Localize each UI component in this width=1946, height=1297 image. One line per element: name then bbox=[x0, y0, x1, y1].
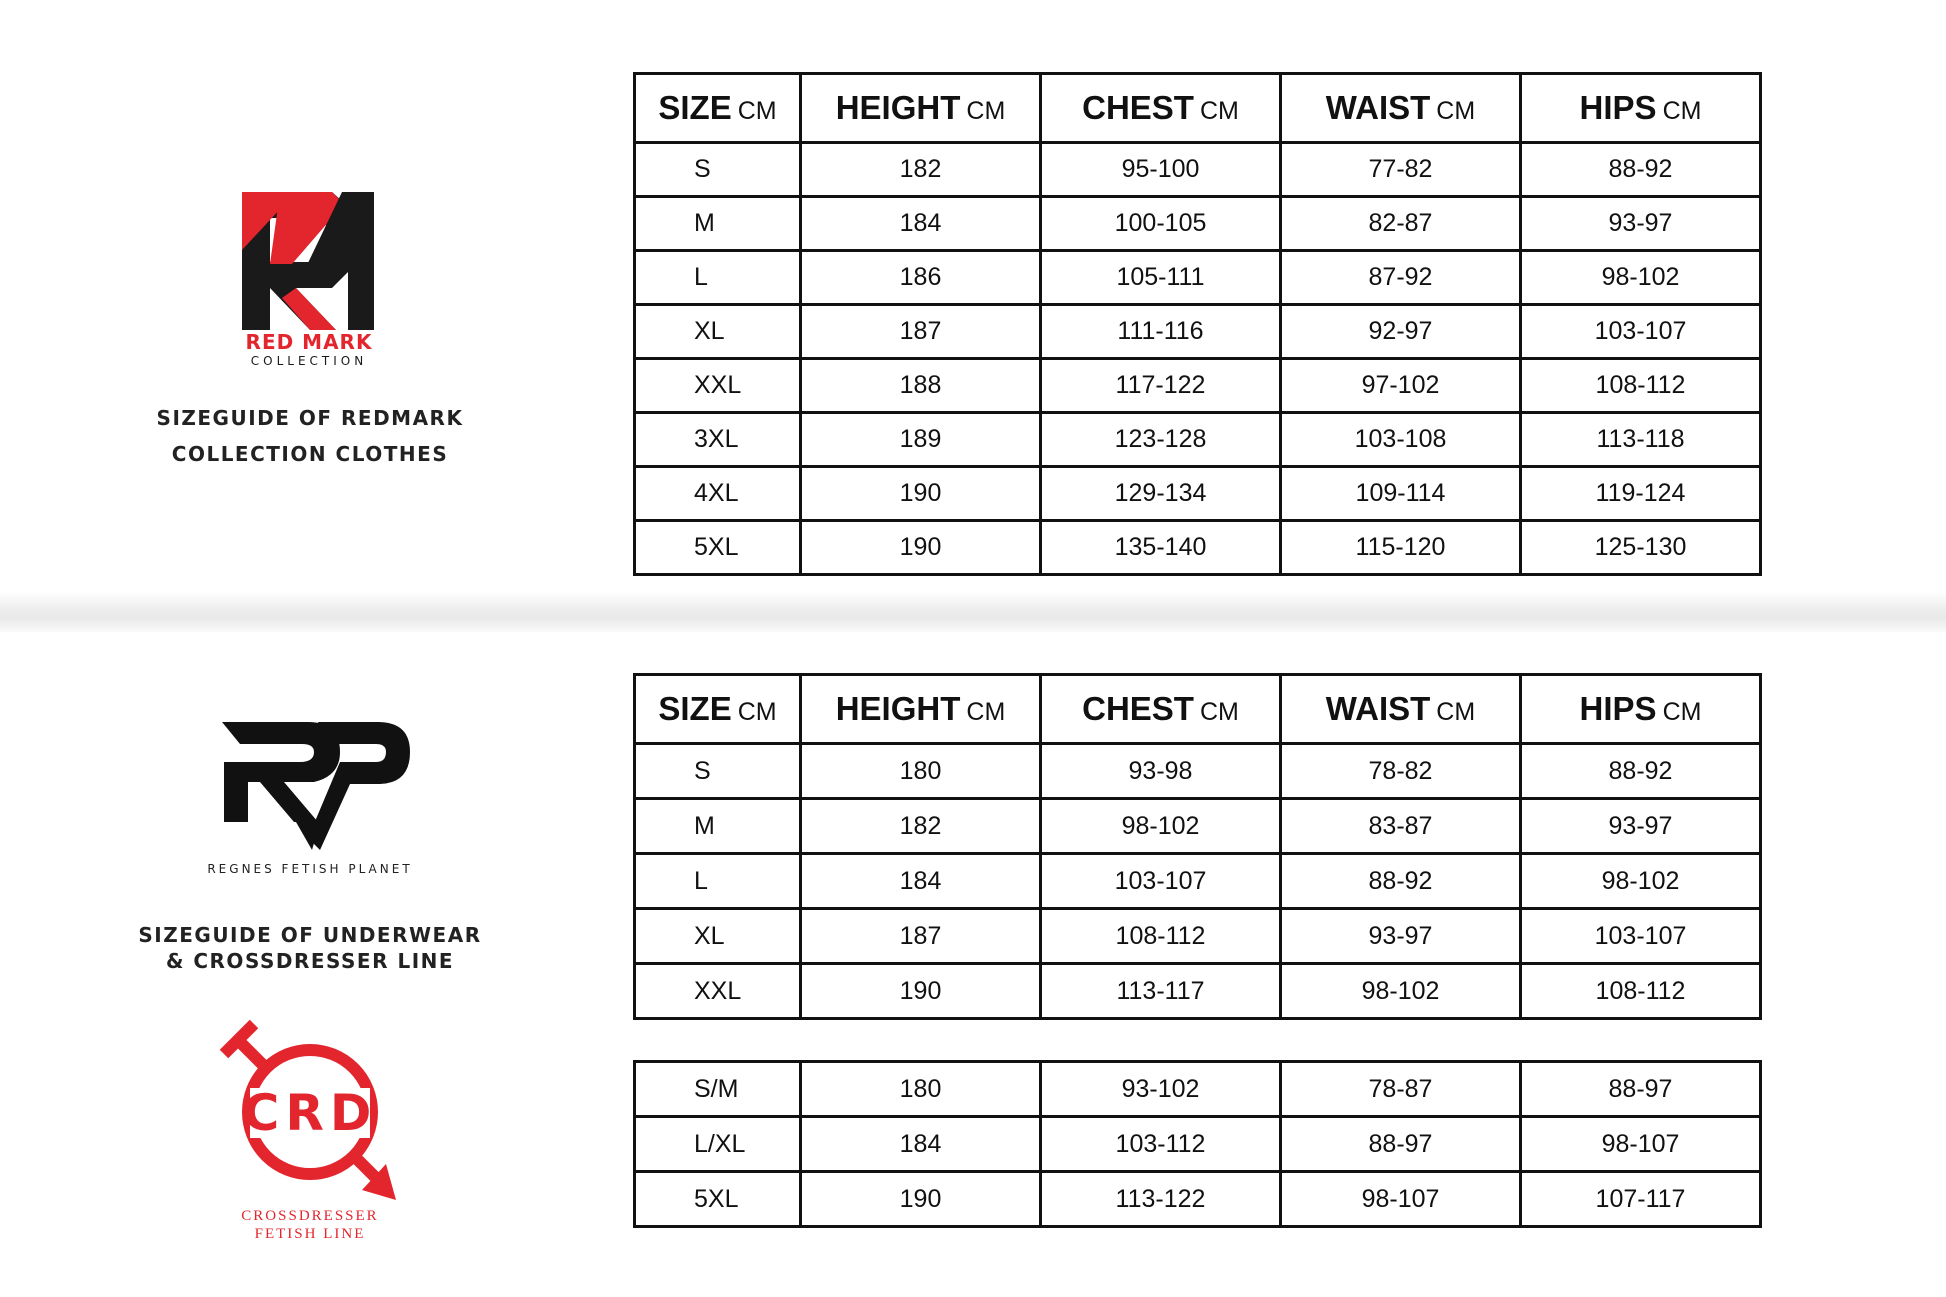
cell-height: 184 bbox=[801, 1117, 1041, 1172]
cell-height: 188 bbox=[801, 359, 1041, 413]
cell-hips: 88-92 bbox=[1521, 143, 1761, 197]
cell-chest: 113-117 bbox=[1041, 964, 1281, 1019]
cell-size: S bbox=[635, 744, 801, 799]
table-row bbox=[635, 413, 1761, 467]
cell-waist: 115-120 bbox=[1281, 521, 1521, 575]
cell-size: L bbox=[635, 251, 801, 305]
underwear-size-table bbox=[633, 673, 1762, 1020]
header-size-label: SIZE bbox=[658, 690, 732, 727]
table-row bbox=[635, 909, 1761, 964]
cell-chest: 98-102 bbox=[1041, 799, 1281, 854]
cell-hips: 108-112 bbox=[1521, 964, 1761, 1019]
table-row bbox=[635, 1117, 1761, 1172]
cell-waist: 82-87 bbox=[1281, 197, 1521, 251]
section-divider bbox=[0, 592, 1946, 636]
redmark-logo bbox=[236, 190, 382, 375]
table-row bbox=[635, 854, 1761, 909]
cell-height: 184 bbox=[801, 854, 1041, 909]
cell-waist: 103-108 bbox=[1281, 413, 1521, 467]
cell-chest: 100-105 bbox=[1041, 197, 1281, 251]
header-hips bbox=[1521, 675, 1761, 744]
cell-hips: 119-124 bbox=[1521, 467, 1761, 521]
header-hips bbox=[1521, 74, 1761, 143]
table-row bbox=[635, 799, 1761, 854]
cell-height: 180 bbox=[801, 744, 1041, 799]
rfp-caption-line2: & CROSSDRESSER LINE bbox=[165, 949, 455, 973]
header-hips-label: HIPS bbox=[1579, 690, 1657, 727]
cell-waist: 98-102 bbox=[1281, 964, 1521, 1019]
cell-height: 182 bbox=[801, 143, 1041, 197]
header-height-label: HEIGHT bbox=[835, 89, 961, 126]
table-row bbox=[635, 197, 1761, 251]
cell-chest: 135-140 bbox=[1041, 521, 1281, 575]
redmark-caption bbox=[120, 400, 500, 472]
header-hips-label: HIPS bbox=[1579, 89, 1657, 126]
cell-size: XL bbox=[635, 909, 801, 964]
header-unit: CM bbox=[737, 97, 777, 125]
rfp-logo bbox=[200, 710, 420, 890]
header-unit: CM bbox=[1436, 97, 1476, 125]
cell-chest: 93-102 bbox=[1041, 1062, 1281, 1117]
redmark-caption-line1: SIZEGUIDE OF REDMARK bbox=[156, 406, 464, 430]
header-height bbox=[801, 675, 1041, 744]
cell-height: 182 bbox=[801, 799, 1041, 854]
table-row bbox=[635, 251, 1761, 305]
cell-size: XXL bbox=[635, 359, 801, 413]
header-unit: CM bbox=[1662, 698, 1702, 726]
table-row bbox=[635, 305, 1761, 359]
table-header-row bbox=[635, 74, 1761, 143]
cell-height: 184 bbox=[801, 197, 1041, 251]
table-row bbox=[635, 467, 1761, 521]
rfp-caption bbox=[120, 922, 500, 974]
cell-chest: 93-98 bbox=[1041, 744, 1281, 799]
header-size-label: SIZE bbox=[658, 89, 732, 126]
redmark-logo-name: RED MARK bbox=[245, 330, 373, 354]
cell-hips: 107-117 bbox=[1521, 1172, 1761, 1227]
header-waist-label: WAIST bbox=[1325, 690, 1431, 727]
cell-hips: 103-107 bbox=[1521, 909, 1761, 964]
cell-size: M bbox=[635, 799, 801, 854]
crd-logo-line2: FETISH LINE bbox=[254, 1226, 366, 1242]
header-size bbox=[635, 74, 801, 143]
header-unit: CM bbox=[1199, 698, 1239, 726]
table-header-row bbox=[635, 675, 1761, 744]
cell-size: XL bbox=[635, 305, 801, 359]
cell-waist: 88-97 bbox=[1281, 1117, 1521, 1172]
cell-waist: 92-97 bbox=[1281, 305, 1521, 359]
cell-height: 187 bbox=[801, 305, 1041, 359]
cell-hips: 108-112 bbox=[1521, 359, 1761, 413]
header-waist bbox=[1281, 74, 1521, 143]
cell-waist: 87-92 bbox=[1281, 251, 1521, 305]
table-row bbox=[635, 1062, 1761, 1117]
cell-hips: 113-118 bbox=[1521, 413, 1761, 467]
cell-size: S/M bbox=[635, 1062, 801, 1117]
header-height-label: HEIGHT bbox=[835, 690, 961, 727]
cell-chest: 105-111 bbox=[1041, 251, 1281, 305]
header-height bbox=[801, 74, 1041, 143]
header-unit: CM bbox=[1199, 97, 1239, 125]
table-row bbox=[635, 964, 1761, 1019]
header-unit: CM bbox=[1436, 698, 1476, 726]
redmark-size-table bbox=[633, 72, 1762, 576]
cell-chest: 129-134 bbox=[1041, 467, 1281, 521]
cell-chest: 123-128 bbox=[1041, 413, 1281, 467]
cell-waist: 77-82 bbox=[1281, 143, 1521, 197]
cell-waist: 98-107 bbox=[1281, 1172, 1521, 1227]
cell-size: L bbox=[635, 854, 801, 909]
cell-size: XXL bbox=[635, 964, 801, 1019]
header-waist bbox=[1281, 675, 1521, 744]
cell-waist: 83-87 bbox=[1281, 799, 1521, 854]
table-row bbox=[635, 1172, 1761, 1227]
rfp-monogram-icon bbox=[200, 710, 420, 860]
cell-height: 190 bbox=[801, 467, 1041, 521]
cell-hips: 98-102 bbox=[1521, 854, 1761, 909]
crd-logo-line1: CROSSDRESSER bbox=[241, 1208, 379, 1224]
cell-chest: 111-116 bbox=[1041, 305, 1281, 359]
table-row bbox=[635, 521, 1761, 575]
rfp-caption-line1: SIZEGUIDE OF UNDERWEAR bbox=[138, 923, 482, 947]
header-chest bbox=[1041, 675, 1281, 744]
cell-waist: 97-102 bbox=[1281, 359, 1521, 413]
cell-chest: 95-100 bbox=[1041, 143, 1281, 197]
header-chest-label: CHEST bbox=[1082, 690, 1194, 727]
cell-chest: 103-107 bbox=[1041, 854, 1281, 909]
cell-hips: 103-107 bbox=[1521, 305, 1761, 359]
cell-chest: 103-112 bbox=[1041, 1117, 1281, 1172]
cell-waist: 109-114 bbox=[1281, 467, 1521, 521]
cell-hips: 93-97 bbox=[1521, 799, 1761, 854]
header-chest-label: CHEST bbox=[1082, 89, 1194, 126]
header-unit: CM bbox=[1662, 97, 1702, 125]
redmark-logo-sub: COLLECTION bbox=[250, 354, 368, 368]
header-size bbox=[635, 675, 801, 744]
cell-chest: 113-122 bbox=[1041, 1172, 1281, 1227]
cell-size: L/XL bbox=[635, 1117, 801, 1172]
crossdresser-size-table bbox=[633, 1060, 1762, 1228]
cell-waist: 78-87 bbox=[1281, 1062, 1521, 1117]
header-waist-label: WAIST bbox=[1325, 89, 1431, 126]
rfp-logo-text: REGNES FETISH PLANET bbox=[207, 862, 413, 876]
cell-waist: 78-82 bbox=[1281, 744, 1521, 799]
cell-hips: 125-130 bbox=[1521, 521, 1761, 575]
cell-chest: 108-112 bbox=[1041, 909, 1281, 964]
crd-logo bbox=[210, 1014, 410, 1254]
cell-hips: 98-107 bbox=[1521, 1117, 1761, 1172]
cell-height: 190 bbox=[801, 521, 1041, 575]
cell-size: 3XL bbox=[635, 413, 801, 467]
cell-size: M bbox=[635, 197, 801, 251]
crd-letters: CRD bbox=[242, 1084, 378, 1142]
header-unit: CM bbox=[966, 97, 1006, 125]
cell-size: S bbox=[635, 143, 801, 197]
cell-hips: 93-97 bbox=[1521, 197, 1761, 251]
cell-waist: 88-92 bbox=[1281, 854, 1521, 909]
header-unit: CM bbox=[737, 698, 777, 726]
cell-hips: 88-92 bbox=[1521, 744, 1761, 799]
table-row bbox=[635, 744, 1761, 799]
cell-height: 186 bbox=[801, 251, 1041, 305]
cell-chest: 117-122 bbox=[1041, 359, 1281, 413]
cell-hips: 88-97 bbox=[1521, 1062, 1761, 1117]
cell-height: 187 bbox=[801, 909, 1041, 964]
cell-hips: 98-102 bbox=[1521, 251, 1761, 305]
header-unit: CM bbox=[966, 698, 1006, 726]
cell-size: 4XL bbox=[635, 467, 801, 521]
cell-size: 5XL bbox=[635, 1172, 801, 1227]
cell-height: 189 bbox=[801, 413, 1041, 467]
redmark-section bbox=[0, 0, 1946, 596]
header-chest bbox=[1041, 74, 1281, 143]
table-row bbox=[635, 143, 1761, 197]
cell-height: 180 bbox=[801, 1062, 1041, 1117]
redmark-caption-line2: COLLECTION CLOTHES bbox=[171, 442, 449, 466]
cell-height: 190 bbox=[801, 1172, 1041, 1227]
cell-height: 190 bbox=[801, 964, 1041, 1019]
table-row bbox=[635, 359, 1761, 413]
cell-size: 5XL bbox=[635, 521, 801, 575]
cell-waist: 93-97 bbox=[1281, 909, 1521, 964]
